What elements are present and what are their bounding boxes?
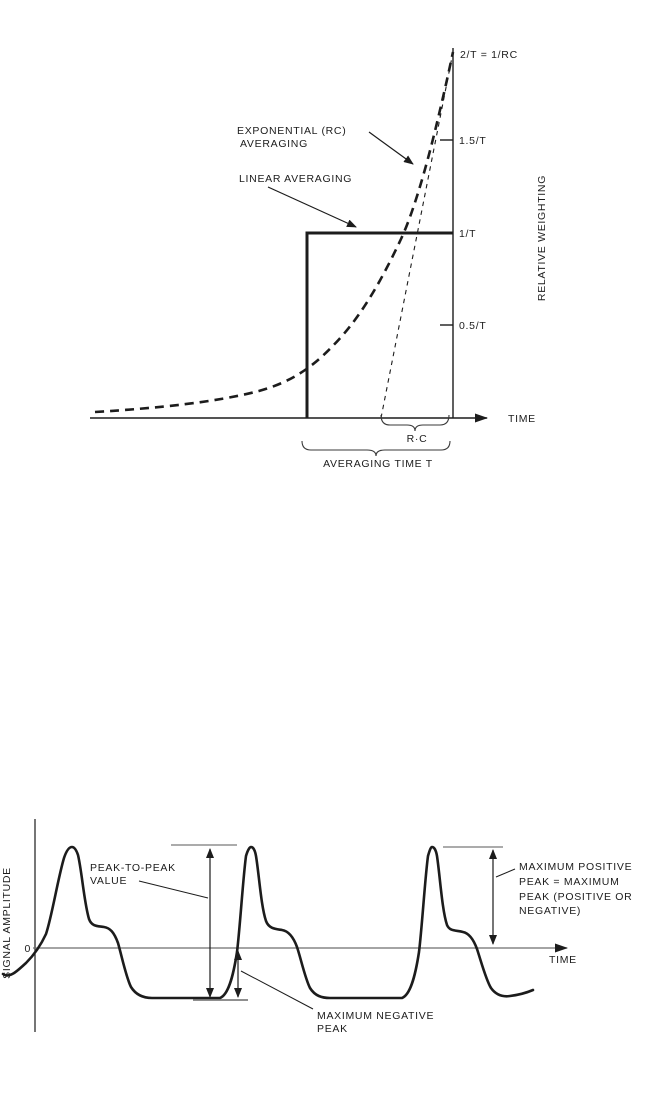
top-chart xyxy=(90,48,548,470)
linear-annotation-arrow xyxy=(268,187,356,227)
max-positive-label-line2: PEAK = MAXIMUM xyxy=(519,876,620,888)
bottom-chart xyxy=(1,819,632,1035)
tick-label-1-over-T: 1/T xyxy=(459,228,477,240)
peak-to-peak-label-line2: VALUE xyxy=(90,875,128,887)
max-positive-label-line3: PEAK (POSITIVE OR xyxy=(519,891,633,903)
linear-averaging-label: LINEAR AVERAGING xyxy=(239,173,353,185)
tick-label-2-over-T: 2/T = 1/RC xyxy=(460,49,518,61)
top-yaxis-title: RELATIVE WEIGHTING xyxy=(536,174,548,302)
peak-to-peak-label-line1: PEAK-TO-PEAK xyxy=(90,862,176,874)
bottom-xaxis-title: TIME xyxy=(549,954,577,966)
top-xaxis-title: TIME xyxy=(508,413,536,425)
tick-label-0-5-over-T: 0.5/T xyxy=(459,320,487,332)
tick-label-1-5-over-T: 1.5/T xyxy=(459,135,487,147)
max-negative-label-line2: PEAK xyxy=(317,1023,348,1035)
bottom-yaxis-title: SIGNAL AMPLITUDE xyxy=(1,867,13,979)
exponential-averaging-label-line1: EXPONENTIAL (RC) xyxy=(237,125,347,137)
averaging-time-brace xyxy=(302,441,450,456)
max-negative-label-line1: MAXIMUM NEGATIVE xyxy=(317,1010,435,1022)
linear-averaging-rectangle xyxy=(307,233,453,418)
averaging-time-brace-label: AVERAGING TIME T xyxy=(323,458,433,470)
peak-to-peak-leader-line xyxy=(139,881,208,898)
rc-tangent-line xyxy=(381,52,453,418)
max-negative-leader-line xyxy=(241,971,313,1009)
max-positive-label-line4: NEGATIVE) xyxy=(519,905,582,917)
max-positive-leader-line xyxy=(496,869,515,877)
rc-brace-label: R·C xyxy=(406,433,428,445)
max-positive-label-line1: MAXIMUM POSITIVE xyxy=(519,861,633,873)
signal-waveform-curve xyxy=(3,847,533,998)
exponential-annotation-arrow xyxy=(369,132,413,164)
zero-label: 0 xyxy=(24,943,31,955)
exponential-averaging-label-line2: AVERAGING xyxy=(240,138,308,150)
